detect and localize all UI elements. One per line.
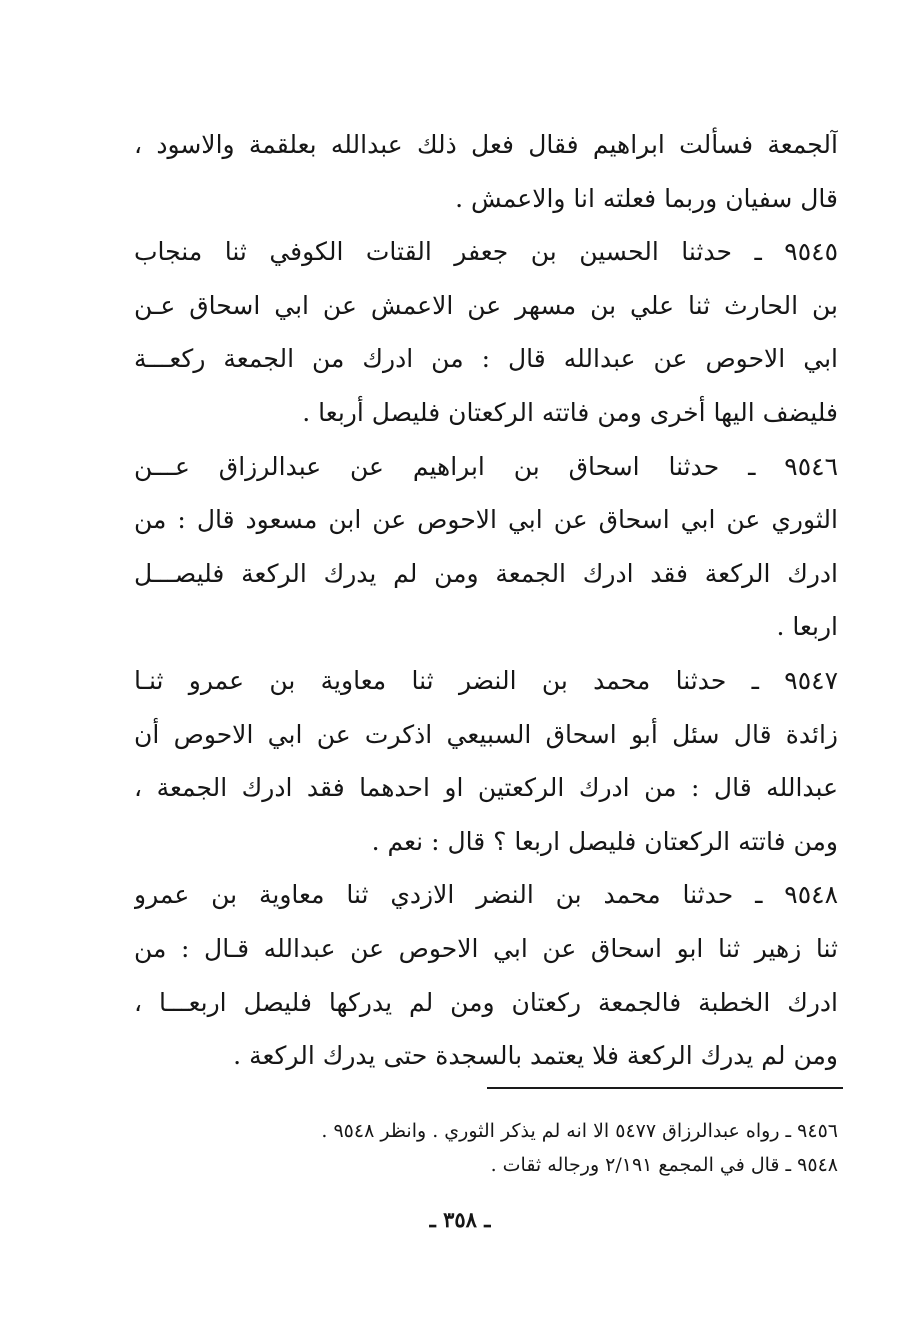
text-line: بن الحارث ثنا علي بن مسهر عن الاعمش عن ابي اسحاق عـن (134, 290, 838, 320)
text-line: ادرك الخطبة فالجمعة ركعتان ومن لم يدركها فليصل اربعـــا ، (134, 987, 838, 1017)
text-line: ٩٥٤٦ ـ حدثنا اسحاق بن ابراهيم عن عبدالرزاق عـــن (134, 451, 838, 481)
hadith-9547 (134, 654, 838, 868)
text-line: آلجمعة فسألت ابراهيم فقال فعل ذلك عبدالله بعلقمة والاسود ، (134, 130, 838, 159)
text-line: ابي الاحوص عن عبدالله قال : من ادرك من الجمعة ركعـــة (134, 344, 838, 374)
text-line: ٩٥٤٥ ـ حدثنا الحسين بن جعفر القتات الكوفي ثنا منجاب (134, 237, 838, 267)
text-line: الثوري عن ابي اسحاق عن ابي الاحوص عن ابن مسعود قال : من (134, 505, 838, 535)
text-line: ٩٥٤٧ ـ حدثنا محمد بن النضر ثنا معاوية بن عمرو ثنـا (134, 665, 838, 695)
text-line: ومن فاتته الركعتان فليصل اربعا ؟ قال : نعم . (371, 826, 838, 856)
text-line: ٩٥٤٨ ـ حدثنا محمد بن النضر الازدي ثنا معاوية بن عمرو (134, 880, 838, 910)
footnotes (120, 1114, 838, 1182)
hadith-9545 (134, 225, 838, 439)
text-line: ثنا زهير ثنا ابو اسحاق عن ابي الاحوص عن عبدالله قـال : من (134, 933, 838, 963)
footnote-divider (487, 1087, 843, 1089)
text-line: ومن لم يدرك الركعة فلا يعتمد بالسجدة حتى يدرك الركعة . (233, 1041, 838, 1071)
text-line: زائدة قال سئل أبو اسحاق السبيعي اذكرت عن ابي الاحوص أن (134, 719, 838, 749)
hadith-9546 (134, 440, 838, 654)
paragraph-continuation (134, 118, 838, 225)
footnote: ٩٥٤٨ ـ قال في المجمع ٢/١٩١ ورجاله ثقات . (490, 1154, 838, 1176)
text-line: قال سفيان وربما فعلته انا والاعمش . (455, 183, 838, 213)
page-number: ـ ٣٥٨ ـ (429, 1207, 491, 1232)
text-line: عبدالله قال : من ادرك الركعتين او احدهما فقد ادرك الجمعة ، (134, 773, 838, 803)
text-line: اربعا . (776, 612, 838, 642)
text-line: فليضف اليها أخرى ومن فاتته الركعتان فليصل أربعا . (302, 397, 838, 427)
footnote: ٩٤٥٦ ـ رواه عبدالرزاق ٥٤٧٧ الا انه لم يذكر الثوري . وانظر ٩٥٤٨ . (321, 1120, 838, 1142)
hadith-9548 (134, 868, 838, 1082)
main-text (134, 118, 838, 1083)
text-line: ادرك الركعة فقد ادرك الجمعة ومن لم يدرك الركعة فليصـــل (134, 558, 838, 588)
